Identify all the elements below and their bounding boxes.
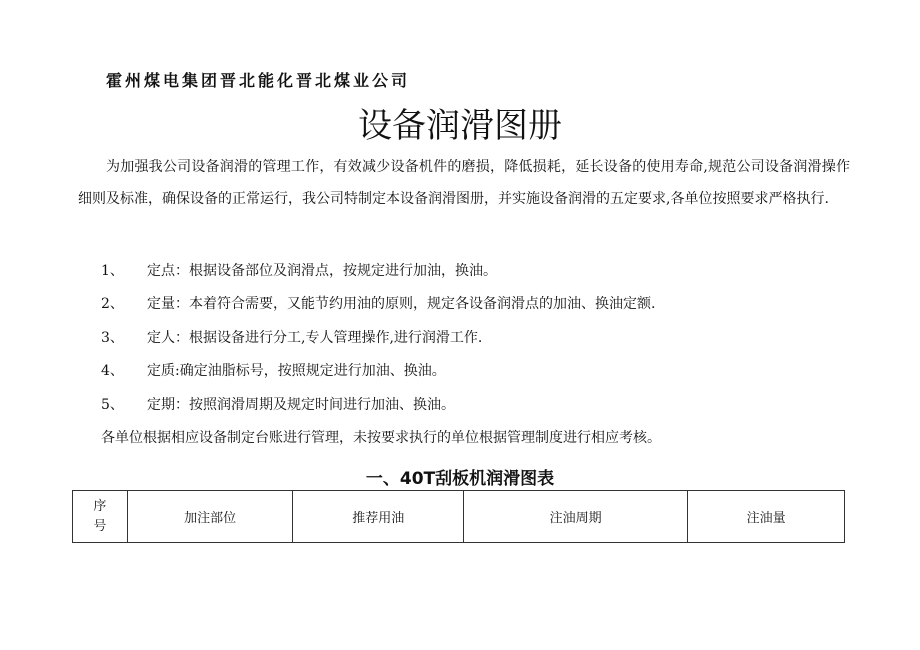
list-item-number: 3、 bbox=[101, 330, 124, 346]
table-header-row bbox=[73, 491, 845, 543]
header-oil-amount: 注油量 bbox=[688, 491, 845, 543]
header-oiling-cycle: 注油周期 bbox=[463, 491, 687, 543]
list-item-number: 1、 bbox=[101, 263, 124, 279]
list-item bbox=[101, 328, 482, 348]
list-item-text: 定点：根据设备部位及润滑点，按规定进行加油，换油。 bbox=[147, 263, 497, 279]
list-item bbox=[101, 395, 455, 415]
list-item-number: 4、 bbox=[101, 363, 124, 379]
closing-paragraph: 各单位根据相应设备制定台账进行管理，未按要求执行的单位根据管理制度进行相应考核。 bbox=[101, 430, 661, 446]
header-serial-number: 序 号 bbox=[73, 491, 128, 543]
header-fill-location: 加注部位 bbox=[127, 491, 293, 543]
lubrication-table bbox=[72, 490, 845, 543]
list-item-text: 定质:确定油脂标号，按照规定进行加油、换油。 bbox=[147, 363, 446, 379]
list-item-number: 5、 bbox=[101, 397, 124, 413]
list-item bbox=[101, 294, 655, 314]
intro-paragraph: 为加强我公司设备润滑的管理工作，有效减少设备机件的磨损，降低损耗，延长设备的使用寿命,规范公司设备润滑操作细则及标准，确保设备的正常运行，我公司特制定本设备润滑图册，并实施设备润滑的五定要求,各单位按照要求严格执行. bbox=[78, 159, 850, 207]
organization-name: 霍州煤电集团晋北能化晋北煤业公司 bbox=[106, 71, 411, 90]
list-item bbox=[101, 261, 497, 281]
section-title: 一、40T刮板机润滑图表 bbox=[365, 469, 555, 489]
document-title: 设备润滑图册 bbox=[358, 106, 562, 146]
list-item-number: 2、 bbox=[101, 296, 124, 312]
list-item bbox=[101, 361, 446, 381]
header-recommended-oil: 推荐用油 bbox=[293, 491, 464, 543]
list-item-text: 定人：根据设备进行分工,专人管理操作,进行润滑工作. bbox=[147, 330, 483, 346]
list-item-text: 定期：按照润滑周期及规定时间进行加油、换油。 bbox=[147, 397, 455, 413]
list-item-text: 定量：本着符合需要，又能节约用油的原则，规定各设备润滑点的加油、换油定额. bbox=[147, 296, 656, 312]
